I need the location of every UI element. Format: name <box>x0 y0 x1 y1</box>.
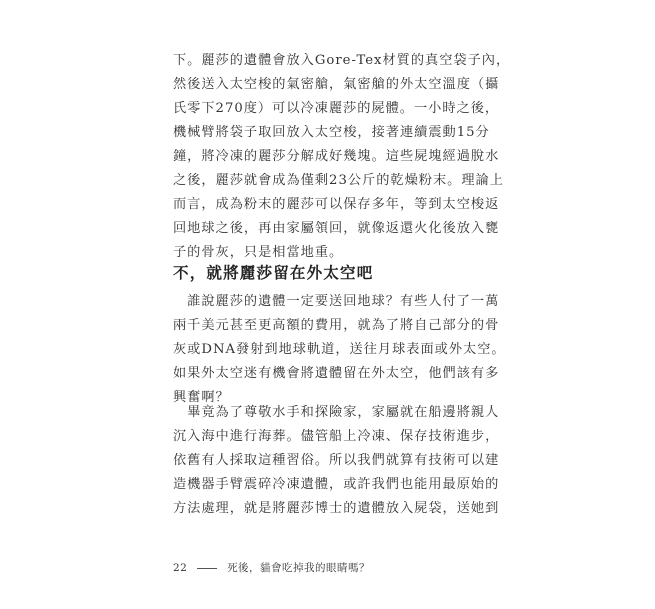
page-number: 22 <box>173 562 188 574</box>
text-line: 氏零下270度）可以冷凍麗莎的屍體。一小時之後， <box>173 101 500 116</box>
text-line: 如果外太空迷有機會將遺體留在外太空，他們該有多 <box>173 366 500 381</box>
text-line: 造機器手臂震碎冷凍遺體，或許我們也能用最原始的 <box>173 477 500 492</box>
text-line: 誰說麗莎的遺體一定要送回地球？有些人付了一萬 <box>173 294 500 309</box>
text-line: 方法處理，就是將麗莎博士的遺體放入屍袋，送她到 <box>173 501 500 516</box>
text-line: 下。麗莎的遺體會放入Gore-Tex材質的真空袋子內， <box>173 53 511 68</box>
text-line: 兩千美元甚至更高額的費用，就為了將自己部分的骨 <box>173 318 500 333</box>
text-line: 灰或DNA發射到地球軌道，送往月球表面或外太空。 <box>173 342 506 357</box>
paragraph-body-2 <box>173 290 506 410</box>
text-line: 興奮啊？ <box>173 390 230 405</box>
paragraph-body-1 <box>173 49 511 265</box>
section-heading: 不，就將麗莎留在外太空吧 <box>173 264 374 282</box>
footer-divider <box>197 568 217 569</box>
text-line: 而言，成為粉末的麗莎可以保存多年，等到太空梭返 <box>173 197 500 212</box>
text-line: 子的骨灰，只是相當地重。 <box>173 245 344 260</box>
text-line: 依舊有人採取這種習俗。所以我們就算有技術可以建 <box>173 453 500 468</box>
text-line: 之後，麗莎就會成為僅剩23公斤的乾燥粉末。理論上 <box>173 173 504 188</box>
text-line: 回地球之後，再由家屬領回，就像返還火化後放入甕 <box>173 221 500 236</box>
text-line: 畢竟為了尊敬水手和探險家，家屬就在船邊將親人 <box>173 405 500 420</box>
text-line: 然後送入太空梭的氣密艙，氣密艙的外太空溫度（攝 <box>173 77 500 92</box>
page-footer <box>173 560 370 575</box>
text-line: 機械臂將袋子取回放入太空梭，接著連續震動15分 <box>173 125 490 140</box>
text-line: 沉入海中進行海葬。儘管船上冷凍、保存技術進步， <box>173 429 500 444</box>
running-title: 死後，貓會吃掉我的眼睛嗎？ <box>227 562 371 574</box>
text-line: 鐘，將冷凍的麗莎分解成好幾塊。這些屍塊經過脫水 <box>173 149 500 164</box>
paragraph-body-3 <box>173 401 500 521</box>
